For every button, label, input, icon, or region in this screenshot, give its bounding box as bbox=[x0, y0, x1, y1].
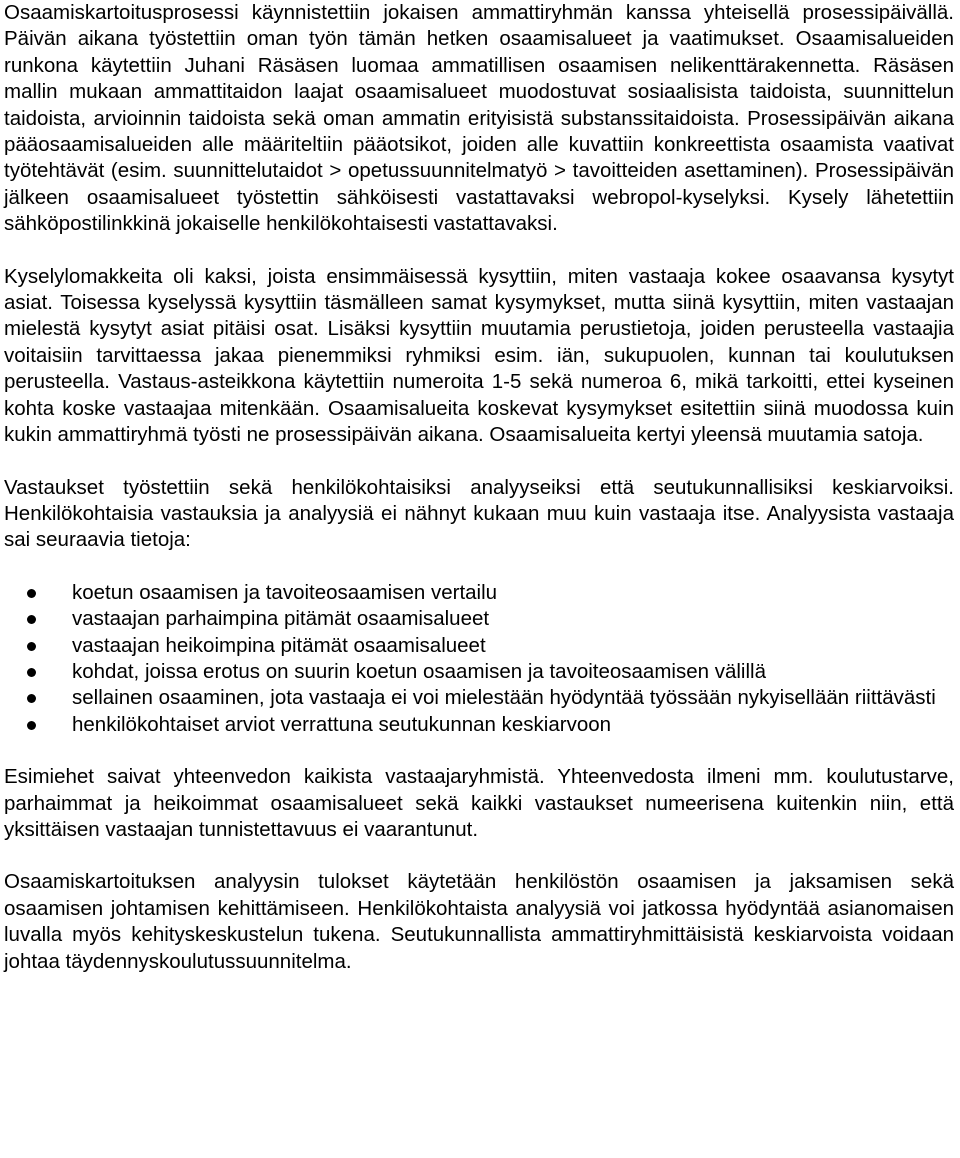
bullet-icon bbox=[27, 615, 36, 624]
list-item-text: vastaajan heikoimpina pitämät osaamisalueet bbox=[72, 633, 486, 657]
bullet-icon bbox=[27, 694, 36, 703]
list-item bbox=[4, 712, 954, 738]
paragraph-results-usage: Osaamiskartoituksen analyysin tulokset käytetään henkilöstön osaamisen ja jaksamisen sekä osaamisen johtamisen kehittämiseen. Henkilökohtaista analyysiä voi jatkossa hyödyntää asianomaisen luvalla myös kehityskeskustelun tukena. Seutukunnallista ammattiryhmittäisistä keskiarvoista voidaan johtaa täydennyskoulutussuunnitelma. bbox=[4, 870, 954, 973]
list-item-text: sellainen osaaminen, jota vastaaja ei voi mielestään hyödyntää työssään nykyisellään riittävästi bbox=[72, 686, 936, 710]
paragraph-questionnaires: Kyselylomakkeita oli kaksi, joista ensimmäisessä kysyttiin, miten vastaaja kokee osaavansa kysytyt asiat. Toisessa kyselyssä kysyttiin täsmälleen samat kysymykset, mutta siinä kysyttiin, miten vastaajan mielestä kysytyt asiat pitäisi osat. Lisäksi kysyttiin muutamia perustietoja, joiden perusteella vastaajia voitaisiin tarvittaessa jakaa pienemmiksi ryhmiksi esim. iän, sukupuolen, kunnan tai koulutuksen perusteella. Vastaus-asteikkona käytettiin numeroita 1-5 sekä numeroa 6, mikä tarkoitti, ettei kyseinen kohta koske vastaajaa mitenkään. Osaamisalueita koskevat kysymykset esitettiin siinä muodossa kuin kukin ammattiryhmä työsti ne prosessipäivän aikana. Osaamisalueita kertyi yleensä muutamia satoja. bbox=[4, 264, 954, 447]
spacer bbox=[4, 449, 954, 475]
list-item bbox=[4, 606, 954, 632]
spacer bbox=[4, 843, 954, 869]
list-item bbox=[4, 685, 954, 711]
paragraph-answers: Vastaukset työstettiin sekä henkilökohtaisiksi analyyseiksi että seutukunnallisiksi keskiarvoiksi. Henkilökohtaisia vastauksia ja analyysiä ei nähnyt kukaan muu kuin vastaaja itse. Analyysista vastaaja sai seuraavia tietoja: bbox=[4, 475, 954, 552]
spacer bbox=[4, 554, 954, 580]
paragraph-process: Osaamiskartoitusprosessi käynnistettiin jokaisen ammattiryhmän kanssa yhteisellä prosessipäivällä. Päivän aikana työstettiin oman työn tämän hetken osaamisalueet ja vaatimukset. Osaamisalueiden runkona käytettiin Juhani Räsäsen luomaa ammatillisen osaamisen nelikenttärakennetta. Räsäsen mallin mukaan ammattitaidon laajat osaamisalueet muodostuvat sosiaalisista taidoista, suunnittelun taidoista, arvioinnin taidoista sekä oman ammatin erityisistä substanssitaidoista. Prosessipäivän aikana pääosaamisalueiden alle määriteltiin pääotsikot, joiden alle kuvattiin konkreettista osaamista vaativat työtehtävät (esim. suunnittelutaidot > opetussuunnitelmatyö > tavoitteiden asettaminen). Prosessipäivän jälkeen osaamisalueet työstettin sähköisesti vastattavaksi webropol-kyselyksi. Kysely lähetettiin sähköpostilinkkinä jokaiselle henkilökohtaisesti vastattavaksi. bbox=[4, 1, 954, 236]
list-item bbox=[4, 633, 954, 659]
bullet-icon bbox=[27, 721, 36, 730]
list-item-text: kohdat, joissa erotus on suurin koetun osaamisen ja tavoiteosaamisen välillä bbox=[72, 659, 766, 683]
document-page bbox=[4, 0, 954, 975]
bullet-icon bbox=[27, 668, 36, 677]
paragraph-supervisors: Esimiehet saivat yhteenvedon kaikista vastaajaryhmistä. Yhteenvedosta ilmeni mm. koulutustarve, parhaimmat ja heikoimmat osaamisalueet sekä kaikki vastaukset numeerisena kuitenkin niin, että yksittäisen vastaajan tunnistettavuus ei vaarantunut. bbox=[4, 765, 954, 841]
bullet-icon bbox=[27, 589, 36, 598]
list-item-text: koetun osaamisen ja tavoiteosaamisen vertailu bbox=[72, 580, 498, 604]
list-item bbox=[4, 580, 954, 606]
list-item bbox=[4, 659, 954, 685]
analysis-info-list bbox=[4, 580, 954, 738]
bullet-icon bbox=[27, 642, 36, 651]
list-item-text: vastaajan parhaimpina pitämät osaamisalueet bbox=[72, 607, 490, 631]
spacer bbox=[4, 238, 954, 264]
list-item-text: henkilökohtaiset arviot verrattuna seutukunnan keskiarvoon bbox=[72, 712, 612, 736]
spacer bbox=[4, 738, 954, 764]
